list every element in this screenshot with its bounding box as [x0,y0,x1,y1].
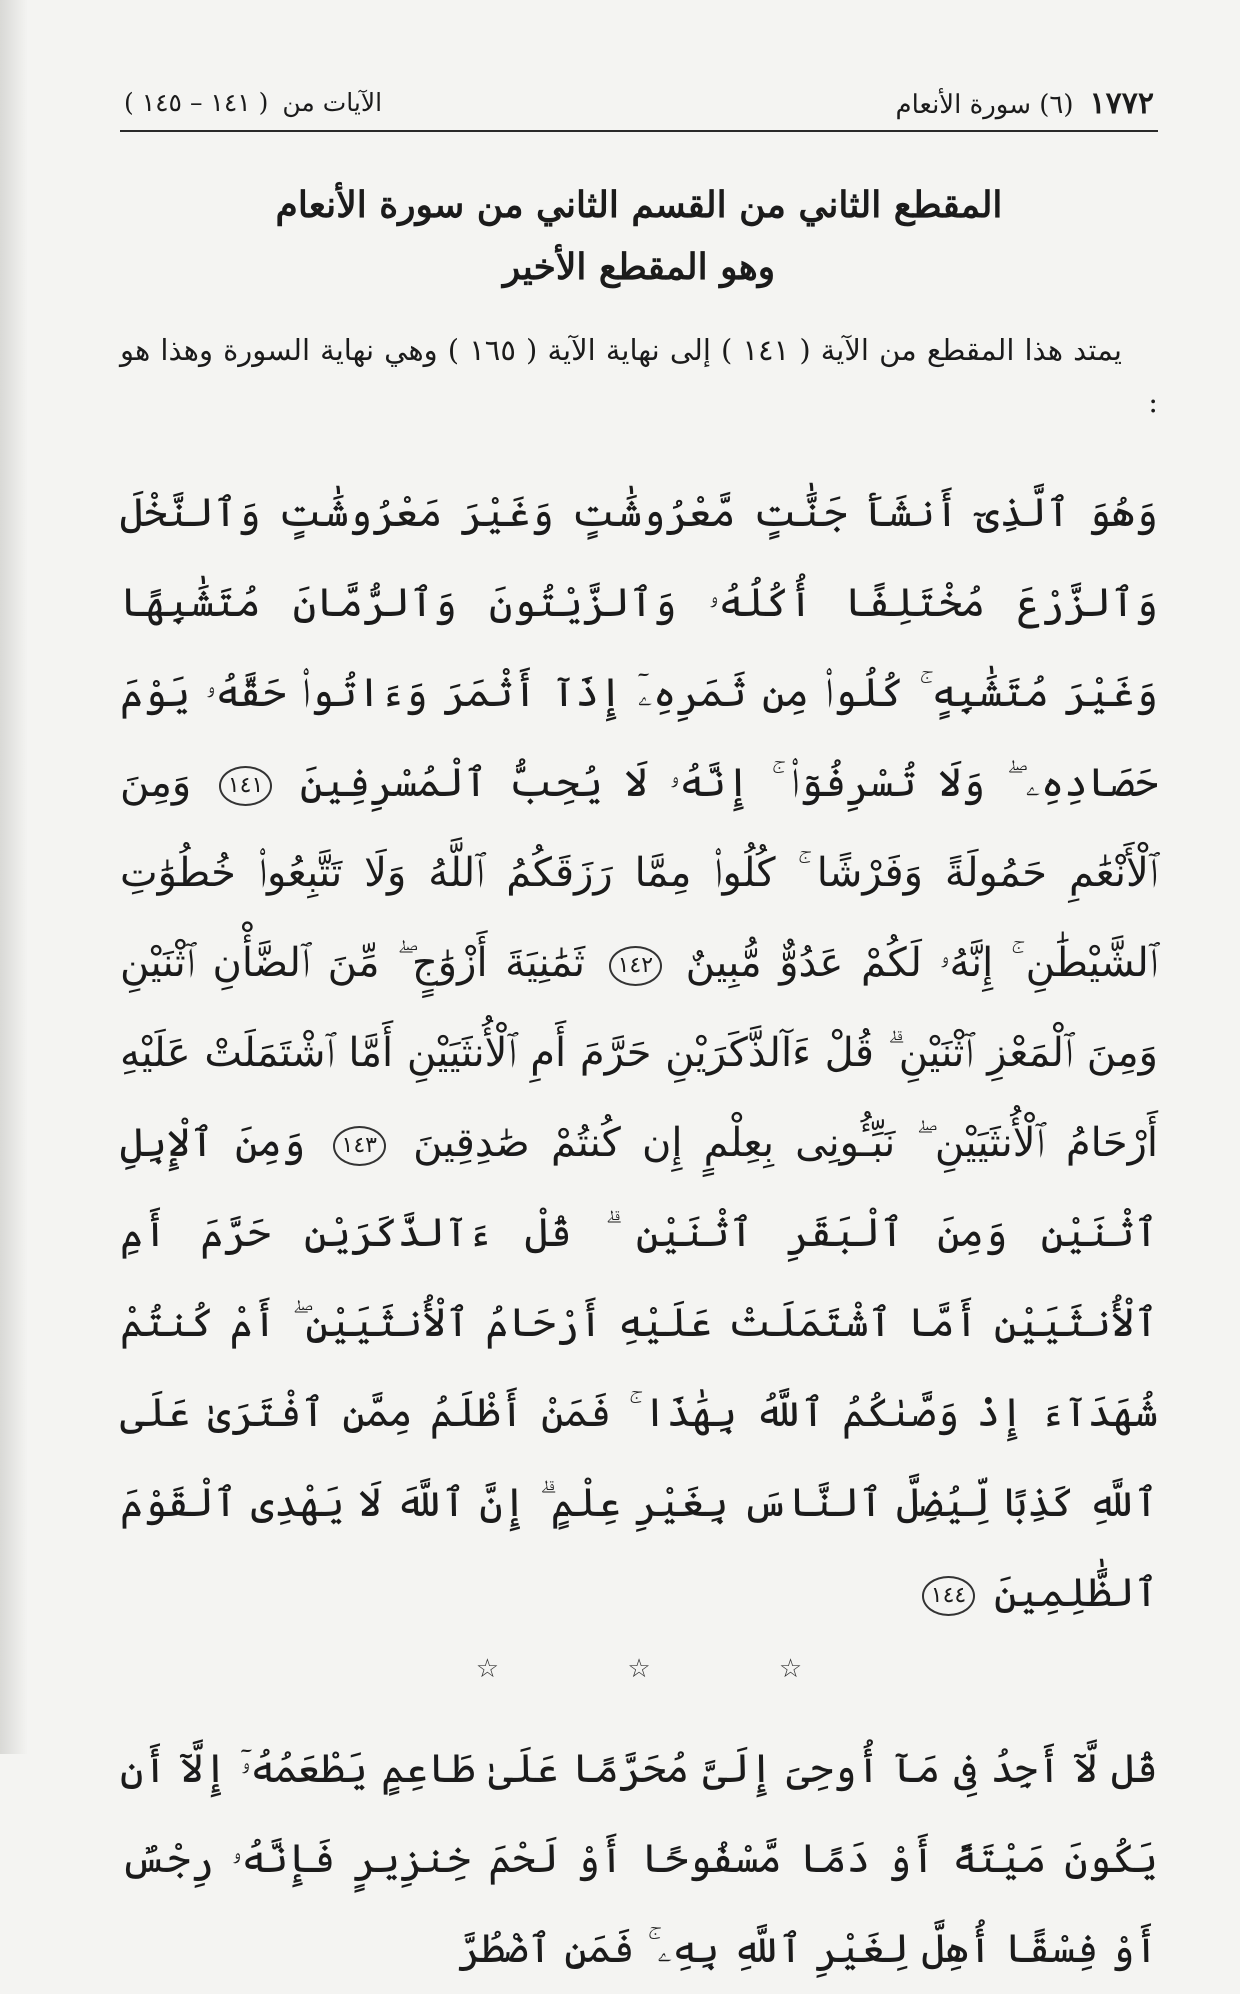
ayah-range: ( ١٤١ – ١٤٥ ) [124,88,269,117]
running-head-left [124,88,382,117]
page-number: ١٧٧٢ [1089,86,1154,121]
section-title-line-2: وهو المقطع الأخير [502,246,776,288]
ayah-number-143: ١٤٣ [333,1126,386,1166]
star-separator: ☆ ☆ ☆ [475,1654,863,1684]
surah-reference: (٦) سورة الأنعام [895,90,1074,120]
running-head-right [896,86,1155,121]
book-page [120,80,1159,1972]
verses-block-2 [120,1724,1158,1994]
verse-144-text: وَمِنَ ٱلْإِبِلِ ٱثْنَيْنِ وَمِنَ ٱلْبَقَرِ ٱثْنَيْنِ ۗ قُلْ ءَآلذَّكَرَيْنِ حَرَّمَ أَمِ ٱلْأُنثَيَيْنِ أَمَّا ٱشْتَمَلَتْ عَلَيْهِ أَرْحَامُ ٱلْأُنثَيَيْنِ ۖ أَمْ كُنتُمْ شُهَدَآءَ إِذْ وَصَّىٰكُمُ ٱللَّهُ بِهَٰذَا ۚ فَمَنْ أَظْلَمُ مِمَّنِ ٱفْتَرَىٰ عَلَى ٱللَّهِ كَذِبًا لِّيُضِلَّ ٱلنَّاسَ بِغَيْرِ عِلْمٍ ۗ إِنَّ ٱللَّهَ لَا يَهْدِى ٱلْقَوْمَ ٱلظَّٰلِمِينَ [120,1120,1158,1616]
intro-paragraph: يمتد هذا المقطع من الآية ( ١٤١ ) إلى نهاية الآية ( ١٦٥ ) وهي نهاية السورة وهذا هو : [120,333,1158,419]
section-title [120,174,1158,298]
verse-145-text: قُل لَّآ أَجِدُ فِى مَآ أُوحِىَ إِلَىَّ مُحَرَّمًا عَلَىٰ طَاعِمٍ يَطْعَمُهُۥٓ إِلَّآ أَن يَكُونَ مَيْتَةً أَوْ دَمًا مَّسْفُوحًا أَوْ لَحْمَ خِنزِيرٍ فَإِنَّهُۥ رِجْسٌ أَوْ فِسْقًا أُهِلَّ لِغَيْرِ ٱللَّهِ بِهِۦ ۚ فَمَنِ ٱضْطُرَّ [120,1746,1158,1972]
verse-141-text: وَهُوَ ٱلَّذِىٓ أَنشَأَ جَنَّٰتٍ مَّعْرُوشَٰتٍ وَغَيْرَ مَعْرُوشَٰتٍ وَٱلنَّخْلَ وَٱلزَّرْعَ مُخْتَلِفًا أُكُلُهُۥ وَٱلزَّيْتُونَ وَٱلرُّمَّانَ مُتَشَٰبِهًا وَغَيْرَ مُتَشَٰبِهٍ ۚ كُلُوا۟ مِن ثَمَرِهِۦٓ إِذَآ أَثْمَرَ وَءَاتُوا۟ حَقَّهُۥ يَوْمَ حَصَادِهِۦ ۖ وَلَا تُسْرِفُوٓا۟ ۚ إِنَّهُۥ لَا يُحِبُّ ٱلْمُسْرِفِينَ [120,490,1159,806]
running-head [120,80,1158,132]
verse-143-text: ثَمَٰنِيَةَ أَزْوَٰجٍ ۖ مِّنَ ٱلضَّأْنِ ٱثْنَيْنِ وَمِنَ ٱلْمَعْزِ ٱثْنَيْنِ ۗ قُلْ ءَآلذَّكَرَيْنِ حَرَّمَ أَمِ ٱلْأُنثَيَيْنِ أَمَّا ٱشْتَمَلَتْ عَلَيْهِ أَرْحَامُ ٱلْأُنثَيَيْنِ ۖ نَبِّـُٔونِى بِعِلْمٍ إِن كُنتُمْ صَٰدِقِينَ [120,940,1159,1166]
scan-edge [0,0,28,1754]
verse-142-text: وَمِنَ ٱلْأَنْعَٰمِ حَمُولَةً وَفَرْشًا ۚ كُلُوا۟ مِمَّا رَزَقَكُمُ ٱللَّهُ وَلَا تَتَّبِعُوا۟ خُطُوَٰتِ ٱلشَّيْطَٰنِ ۚ إِنَّهُۥ لَكُمْ عَدُوٌّ مُّبِينٌ [120,760,1159,986]
ayah-number-144: ١٤٤ [922,1576,975,1616]
verses-block-1 [120,468,1158,1638]
section-title-line-1: المقطع الثاني من القسم الثاني من سورة الأنعام [275,184,1003,226]
ayah-label: الآيات من [282,88,383,117]
ayah-number-141: ١٤١ [219,766,272,806]
ayah-number-142: ١٤٢ [609,946,662,986]
